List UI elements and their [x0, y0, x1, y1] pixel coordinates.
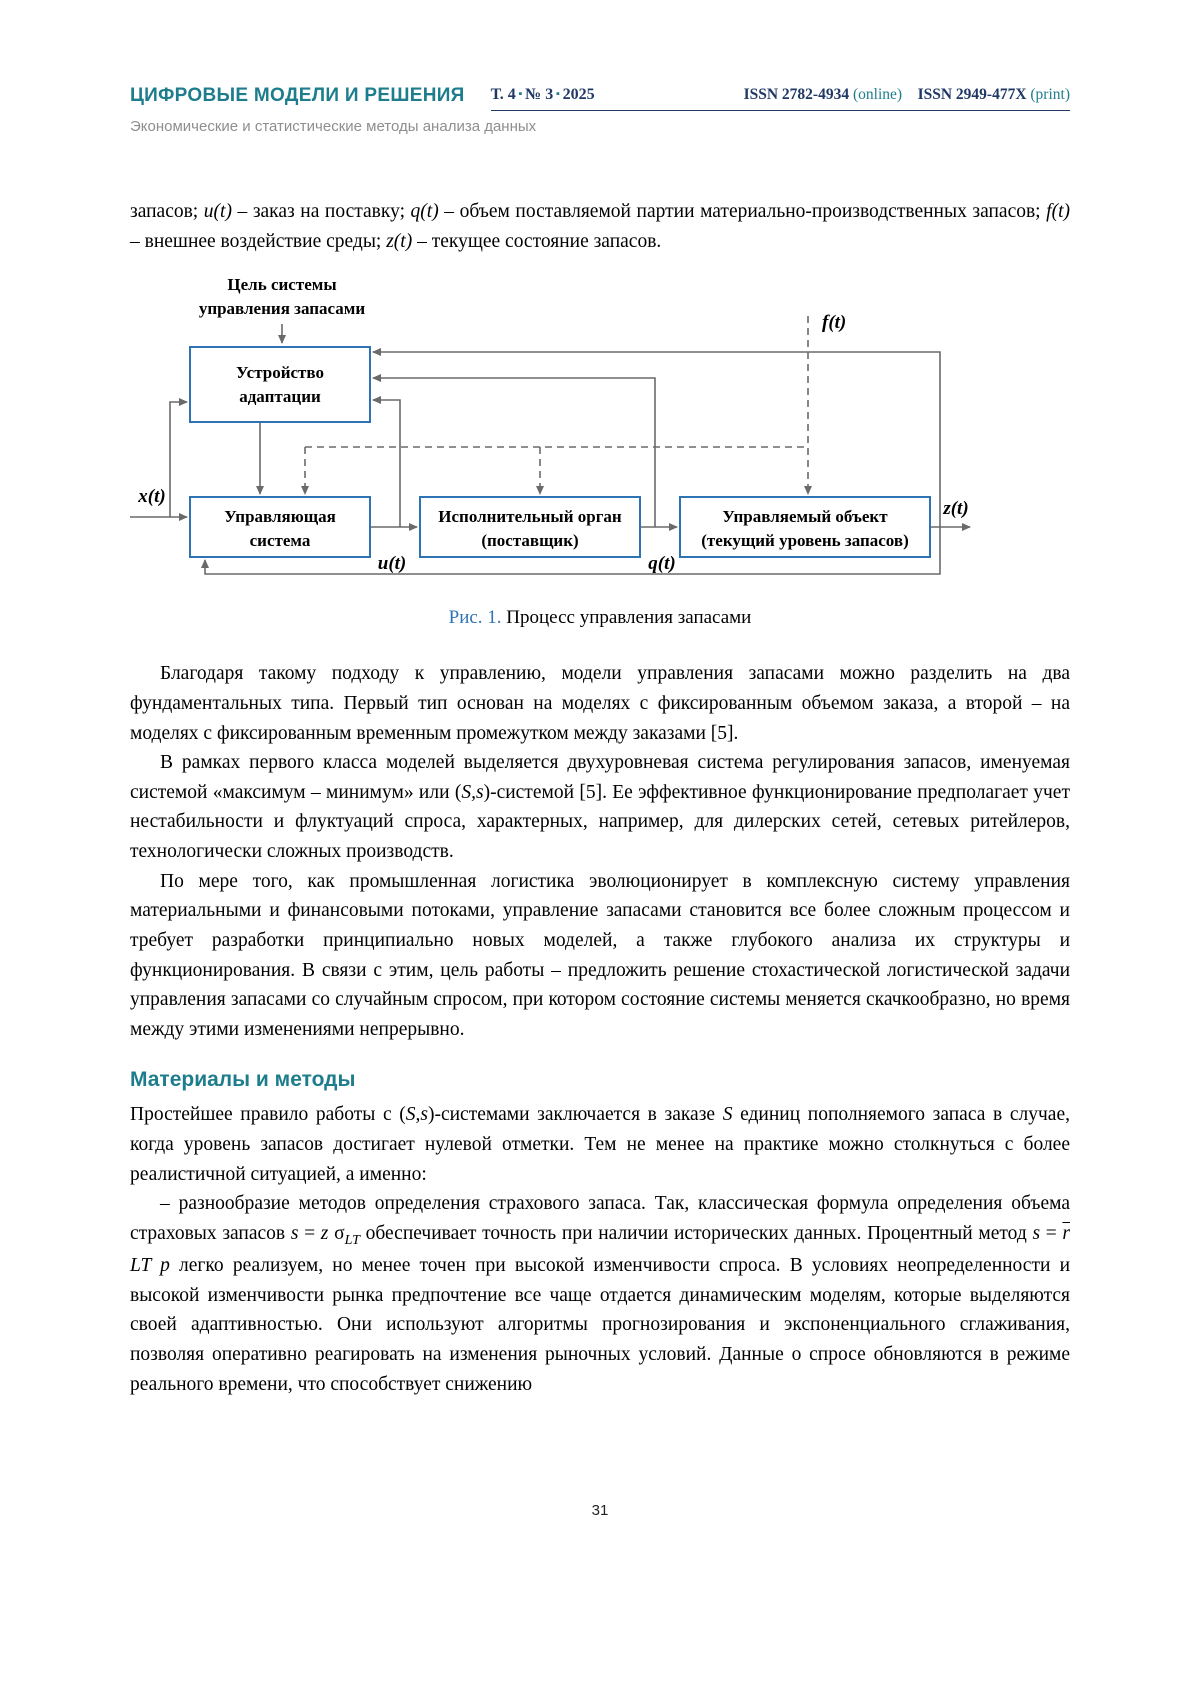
signal-x-label: x(t) [138, 486, 166, 508]
block-diagram [130, 272, 1070, 592]
paragraph-two-types: Благодаря такому подходу к управлению, модели управления запасами можно разделить на два фундаментальных типа. Первый тип основан на моделях с фиксированным объемом заказа, а второй – на моделях с фиксированным временным промежутком между заказами [5]. [130, 663, 1070, 744]
goal-label-line1: Цель системы [227, 275, 337, 295]
object-box-label-line1: Управляемый объект [722, 507, 888, 527]
issue-info [491, 86, 1070, 111]
paragraph-simple-rule: Простейшее правило работы с (S,s)-системами заключается в заказе S единиц пополняемого запаса в случае, когда уровень запасов достигает нулевой отметки. Тем не менее на практике можно столкнуться с более реалистичной ситуацией, а именно: [130, 1104, 1070, 1185]
adaptation-box-label-line1: Устройство [236, 363, 324, 383]
figure-caption [130, 607, 1070, 629]
figure-caption-text: Процесс управления запасами [501, 607, 752, 629]
signal-z-label: z(t) [943, 498, 969, 520]
x-feedback-to-adaptation [170, 402, 187, 517]
goal-label-line2: управления запасами [198, 299, 366, 319]
journal-header [130, 85, 1070, 135]
paragraph-definitions: запасов; u(t) – заказ на поставку; q(t) – объем поставляемой партии материально-производственных запасов; f(t) – внешнее воздействие среды; z(t) – текущее состояние запасов. [130, 201, 1070, 252]
journal-title: ЦИФРОВЫЕ МОДЕЛИ И РЕШЕНИЯ [130, 85, 465, 106]
adaptation-box [190, 347, 370, 422]
figure-caption-number: Рис. 1. [448, 607, 502, 629]
u-feedback-to-adaptation [373, 400, 400, 527]
control-box-label-line2: система [249, 531, 311, 551]
adaptation-box-label-line2: адаптации [239, 387, 321, 407]
figure-1-inventory-control-diagram [130, 272, 1070, 629]
article-body [130, 197, 1070, 1399]
page-number: 31 [591, 1502, 609, 1519]
control-box-label-line1: Управляющая [224, 507, 336, 527]
dashed-connectors [305, 316, 808, 494]
signal-u-label: u(t) [377, 553, 407, 575]
signal-f-label: f(t) [822, 312, 847, 334]
journal-section-subtitle: Экономические и статистические методы анализа данных [130, 118, 537, 135]
paragraph-ss-system: В рамках первого класса моделей выделяется двухуровневая система регулирования запасов, именуемая системой «максимум – минимум» или (S,s)-системой [5]. Ее эффективное функционирование предполагает учет нестабильности и флуктуаций спроса, характерных, например, для дилерских сетей, сетевых ритейлеров, технологически сложных производств. [130, 752, 1070, 862]
paragraph-goal-of-work: По мере того, как промышленная логистика эволюционирует в комплексную систему управления материальными и финансовыми потоками, управление запасами становится все более сложным процессом и требует разработки принципиально новых моделей, а также глубокого анализа их структуры и функционирования. В связи с этим, цель работы – предложить решение стохастической логистической задачи управления запасами со случайным спросом, при котором состояние системы меняется скачкообразно, но время между этими изменениями непрерывно. [130, 870, 1070, 1040]
object-box-label-line2: (текущий уровень запасов) [701, 531, 909, 551]
executor-box-label-line1: Исполнительный орган [438, 507, 622, 527]
signal-q-label: q(t) [648, 553, 676, 575]
issn-info: ISSN 2782-4934 (online) ISSN 2949-477X (print) [743, 86, 1070, 103]
executor-box-label-line2: (поставщик) [481, 531, 579, 551]
volume-issue-year: Т. 4 ▪ № 3 ▪ 2025 [490, 86, 595, 103]
paragraph-safety-stock-methods: – разнообразие методов определения страхового запаса. Так, классическая формула определения объема страховых запасов s = z $\sigma_{LT}$ обеспечивает точность при наличии исторических данных. Процентный метод $s = \overline{r}$ LT p легко реализуем, но менее точен при высокой изменчивости спроса. В условиях неопределенности и высокой изменчивости рынка предпочтение все чаще отдается динамическим моделям, которые выделяются своей адаптивностью. Они используют алгоритмы прогнозирования и экспоненциального сглаживания, позволяя оперативно реагировать на изменения рыночных условий. Данные о спросе обновляются в режиме реального времени, что способствует снижению [130, 1193, 1071, 1395]
header-row [130, 85, 1070, 111]
section-heading-materials-methods: Материалы и методы [130, 1068, 356, 1092]
